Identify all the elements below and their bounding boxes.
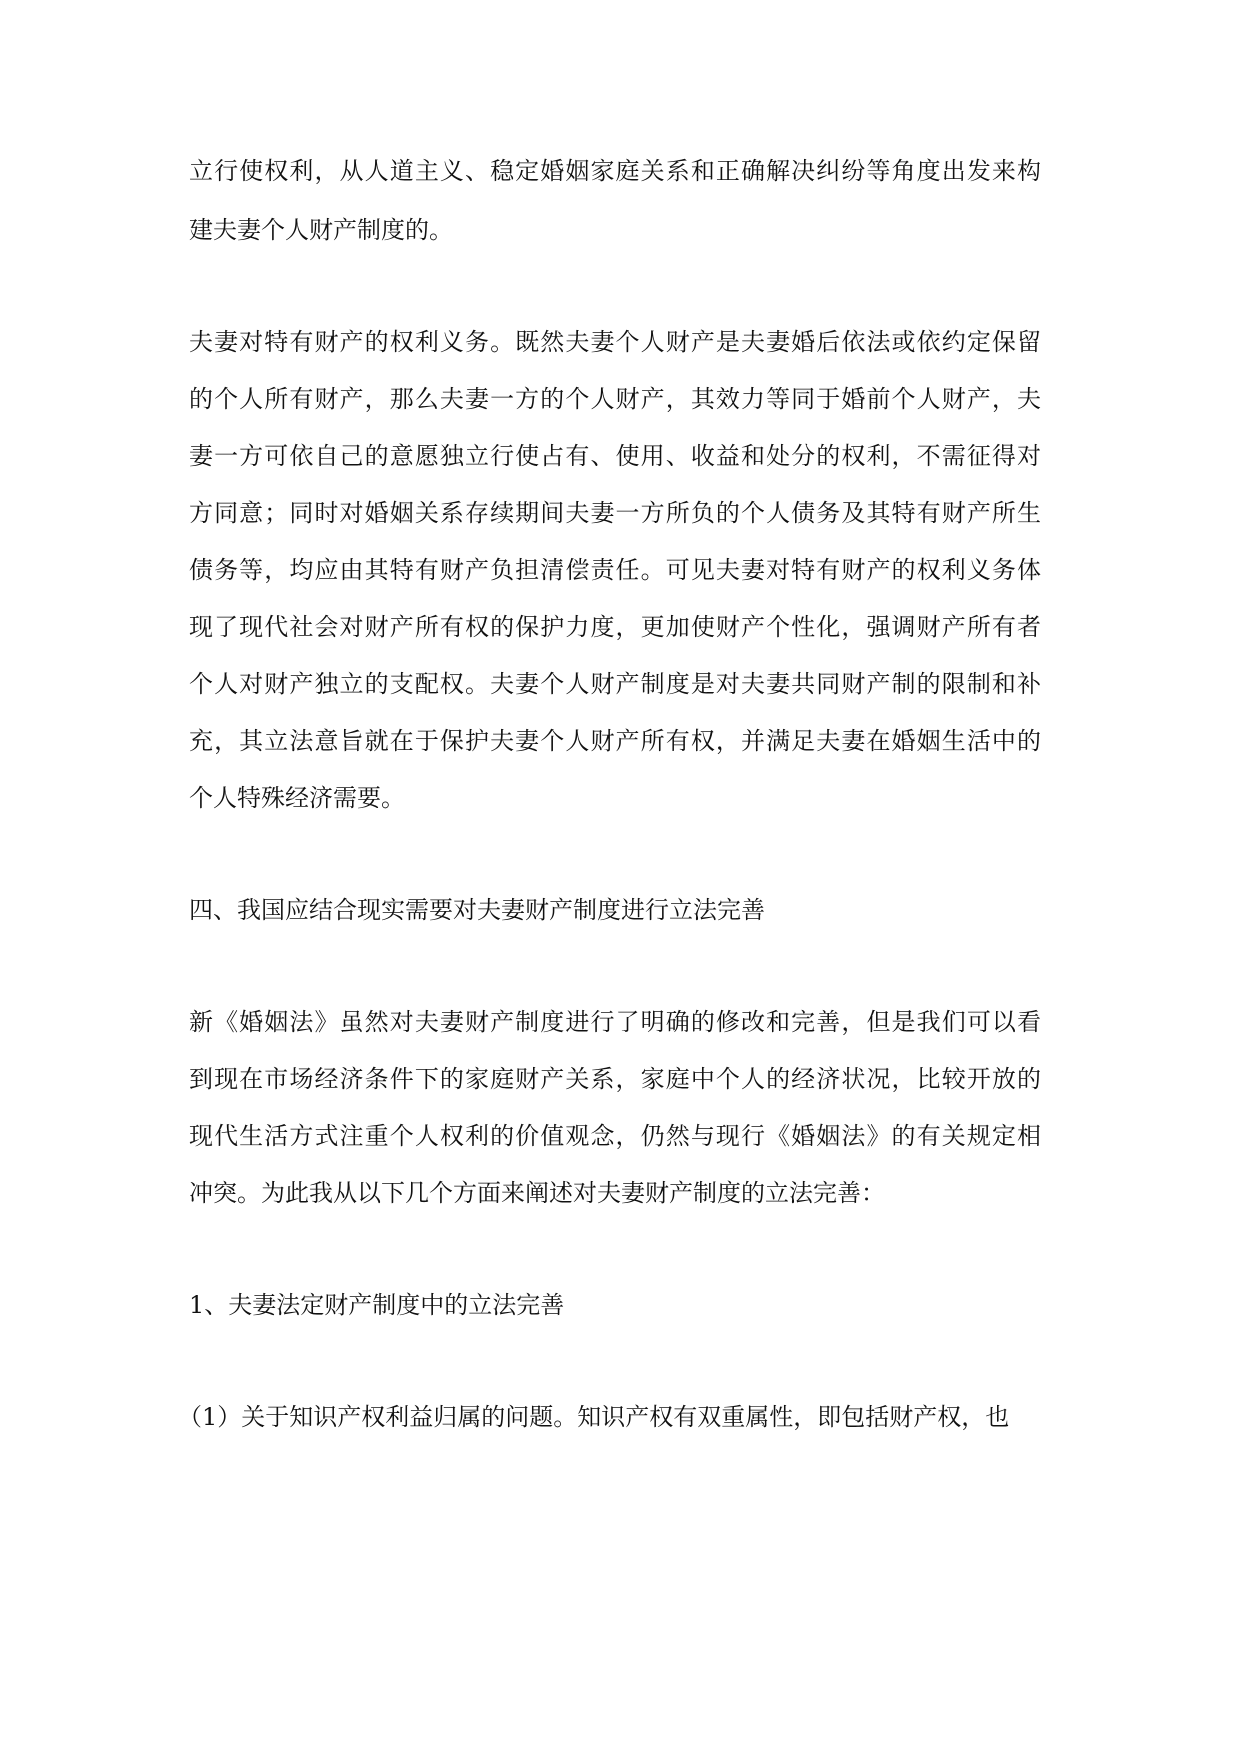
text-line: 现了现代社会对财产所有权的保护力度，更加使财产个性化，强调财产所有者 (189, 613, 1041, 641)
text-line: 充，其立法意旨就在于保护夫妻个人财产所有权，并满足夫妻在婚姻生活中的 (189, 727, 1041, 755)
text-line: 立行使权利，从人道主义、稳定婚姻家庭关系和正确解决纠纷等角度出发来构 (189, 157, 1041, 185)
text-line: 妻一方可依自己的意愿独立行使占有、使用、收益和处分的权利，不需征得对 (189, 442, 1041, 470)
text-line: 冲突。为此我从以下几个方面来阐述对夫妻财产制度的立法完善： (189, 1179, 885, 1207)
text-line: 方同意；同时对婚姻关系存续期间夫妻一方所负的个人债务及其特有财产所生 (189, 499, 1041, 527)
text-line: 新《婚姻法》虽然对夫妻财产制度进行了明确的修改和完善，但是我们可以看 (189, 1008, 1041, 1036)
text-line: 债务等，均应由其特有财产负担清偿责任。可见夫妻对特有财产的权利义务体 (189, 556, 1041, 584)
text-line: 到现在市场经济条件下的家庭财产关系，家庭中个人的经济状况，比较开放的 (189, 1065, 1041, 1093)
section-heading: 四、我国应结合现实需要对夫妻财产制度进行立法完善 (189, 896, 765, 924)
text-line: 个人对财产独立的支配权。夫妻个人财产制度是对夫妻共同财产制的限制和补 (189, 670, 1041, 698)
subsection-heading: 1、夫妻法定财产制度中的立法完善 (189, 1291, 565, 1319)
text-line: 个人特殊经济需要。 (189, 784, 405, 812)
text-line: 现代生活方式注重个人权利的价值观念，仍然与现行《婚姻法》的有关规定相 (189, 1122, 1041, 1150)
text-line: 建夫妻个人财产制度的。 (189, 216, 453, 244)
text-line: （1）关于知识产权利益归属的问题。知识产权有双重属性，即包括财产权，也 (178, 1403, 1010, 1431)
text-line: 夫妻对特有财产的权利义务。既然夫妻个人财产是夫妻婚后依法或依约定保留 (189, 328, 1041, 356)
text-line: 的个人所有财产，那么夫妻一方的个人财产，其效力等同于婚前个人财产，夫 (189, 385, 1041, 413)
